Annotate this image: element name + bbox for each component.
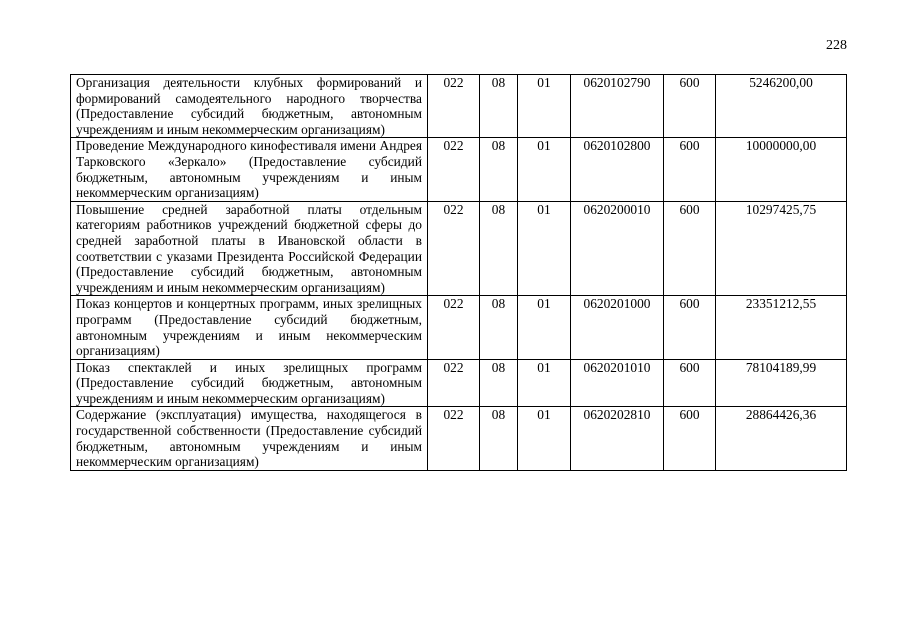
- amount: 28864426,36: [716, 407, 847, 470]
- amount: 5246200,00: [716, 75, 847, 138]
- ministry-code: 022: [428, 201, 480, 296]
- expense-type-code: 600: [664, 296, 716, 359]
- ministry-code: 022: [428, 75, 480, 138]
- amount: 10000000,00: [716, 138, 847, 201]
- row-description: Показ концертов и концертных программ, иных зрелищных программ (Предоставление субсидий бюджетным, автономным учреждениям и иным некоммерческим организациям): [71, 296, 428, 359]
- target-article-code: 0620201010: [571, 359, 664, 407]
- ministry-code: 022: [428, 359, 480, 407]
- subsection-code: 01: [518, 201, 571, 296]
- table-row: [71, 201, 847, 296]
- table-row: [71, 359, 847, 407]
- expense-type-code: 600: [664, 75, 716, 138]
- table-row: [71, 407, 847, 470]
- amount: 10297425,75: [716, 201, 847, 296]
- row-description: Содержание (эксплуатация) имущества, находящегося в государственной собственности (Предоставление субсидий бюджетным, автономным учреждениям и иным некоммерческим организациям): [71, 407, 428, 470]
- row-description: Показ спектаклей и иных зрелищных программ (Предоставление субсидий бюджетным, автономным учреждениям и иным некоммерческим организациям): [71, 359, 428, 407]
- subsection-code: 01: [518, 138, 571, 201]
- subsection-code: 01: [518, 296, 571, 359]
- section-code: 08: [480, 407, 518, 470]
- table-row: [71, 296, 847, 359]
- expense-type-code: 600: [664, 407, 716, 470]
- target-article-code: 0620200010: [571, 201, 664, 296]
- target-article-code: 0620202810: [571, 407, 664, 470]
- row-description: Повышение средней заработной платы отдельным категориям работников учреждений бюджетной сферы до средней заработной платы в Ивановской области в соответствии с указами Президента Российской Федерации (Предоставление субсидий бюджетным, автономным учреждениям и иным некоммерческим организациям): [71, 201, 428, 296]
- row-description: Организация деятельности клубных формирований и формирований самодеятельного народного творчества (Предоставление субсидий бюджетным, автономным учреждениям и иным некоммерческим организациям): [71, 75, 428, 138]
- ministry-code: 022: [428, 138, 480, 201]
- section-code: 08: [480, 138, 518, 201]
- section-code: 08: [480, 296, 518, 359]
- section-code: 08: [480, 201, 518, 296]
- expense-type-code: 600: [664, 359, 716, 407]
- subsection-code: 01: [518, 75, 571, 138]
- expense-type-code: 600: [664, 201, 716, 296]
- target-article-code: 0620201000: [571, 296, 664, 359]
- table-row: [71, 75, 847, 138]
- ministry-code: 022: [428, 407, 480, 470]
- amount: 23351212,55: [716, 296, 847, 359]
- target-article-code: 0620102800: [571, 138, 664, 201]
- budget-table: [70, 74, 847, 471]
- target-article-code: 0620102790: [571, 75, 664, 138]
- section-code: 08: [480, 75, 518, 138]
- subsection-code: 01: [518, 359, 571, 407]
- table-row: [71, 138, 847, 201]
- ministry-code: 022: [428, 296, 480, 359]
- amount: 78104189,99: [716, 359, 847, 407]
- row-description: Проведение Международного кинофестиваля имени Андрея Тарковского «Зеркало» (Предоставление субсидий бюджетным, автономным учреждениям и иным некоммерческим организациям): [71, 138, 428, 201]
- subsection-code: 01: [518, 407, 571, 470]
- expense-type-code: 600: [664, 138, 716, 201]
- section-code: 08: [480, 359, 518, 407]
- page-number: 228: [826, 38, 847, 53]
